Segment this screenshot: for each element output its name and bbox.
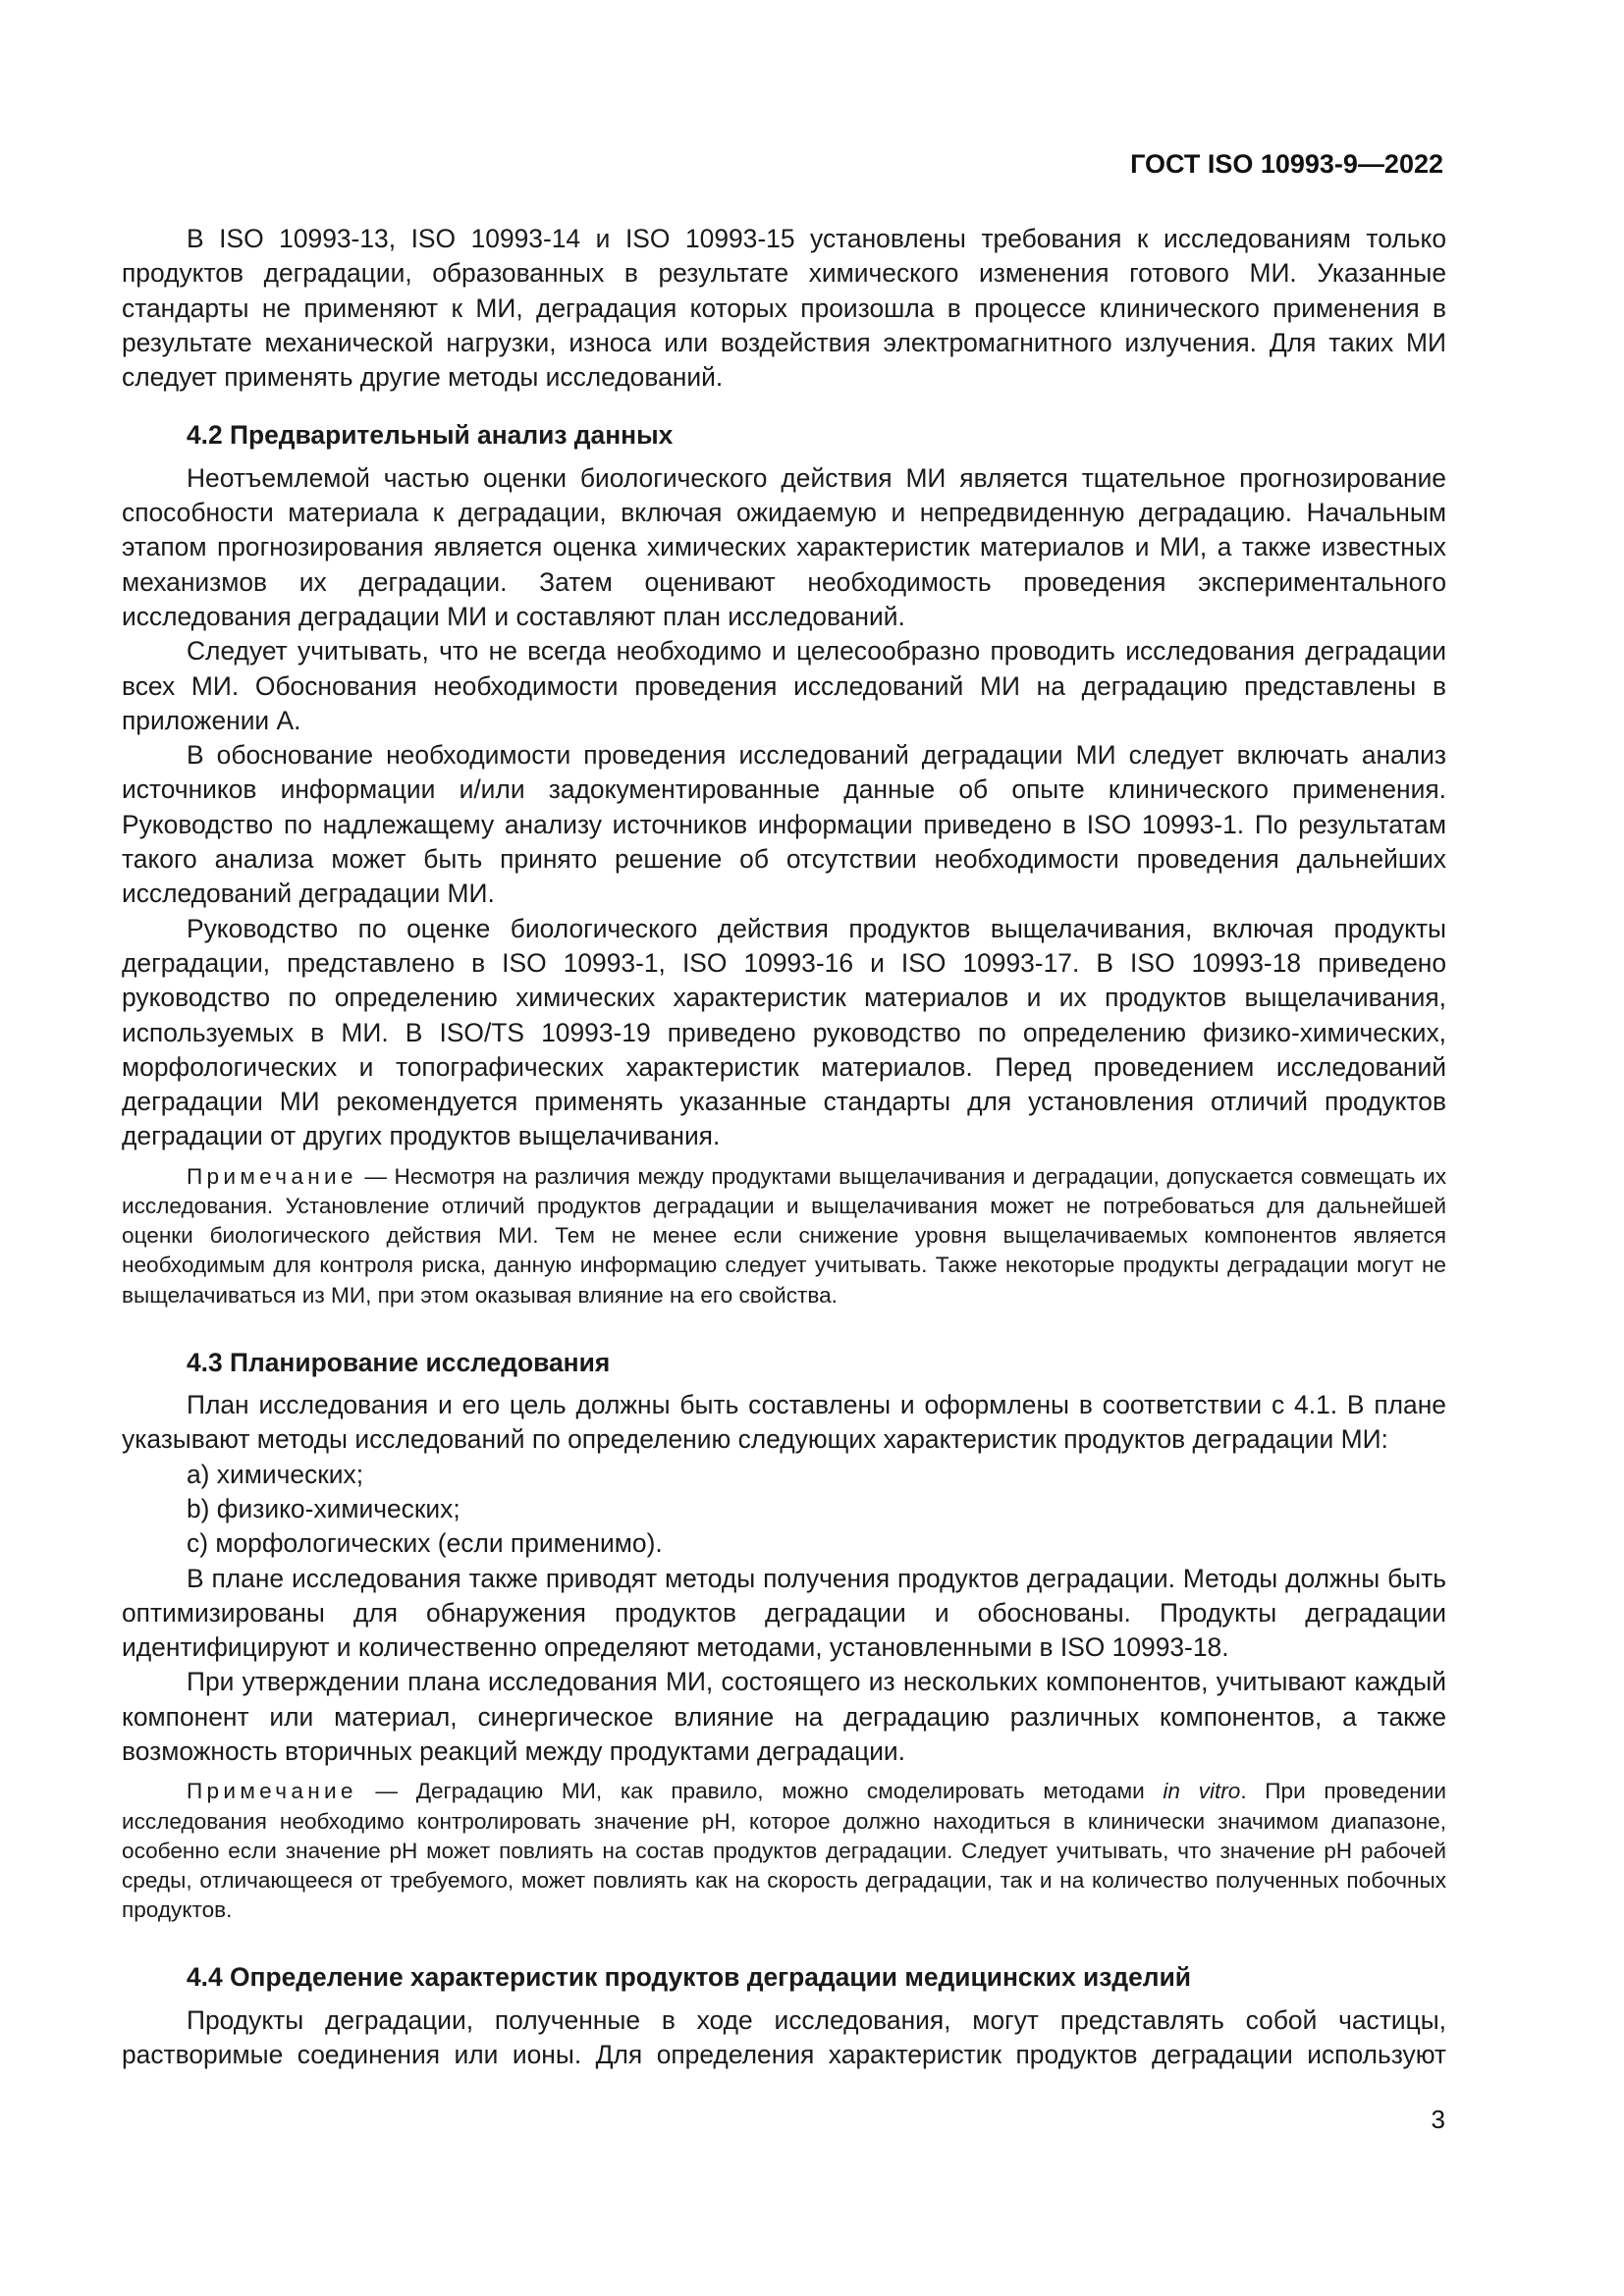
list-item: b) физико-химических; (187, 1493, 460, 1523)
section-4-2-paragraph-3: В обоснование необходимости проведения исследований деградации МИ следует включать анализ источников информации и/или задокументированные данные об опыте клинического применения. Руководство по надлежащему анализу источников информации приведено в ISO 10993-1. По результатам такого анализа может быть принято решение об отсутствии необходимости проведения дальнейших исследований деградации МИ. (122, 740, 1446, 909)
page-number: 3 (1431, 2105, 1445, 2134)
note-label: Примечание (187, 1779, 357, 1804)
section-4-3-paragraph-3: При утверждении плана исследования МИ, состоящего из нескольких компонентов, учитывают каждый компонент или материал, синергическое влияние на деградацию различных компонентов, а также возможность вторичных реакций между продуктами деградации. (122, 1667, 1446, 1766)
section-4-2-paragraph-2: Следует учитывать, что не всегда необходимо и целесообразно проводить исследования деградации всех МИ. Обоснования необходимости проведения исследований МИ на деградацию представлены в приложении А. (122, 636, 1446, 735)
section-4-3-paragraph-1: План исследования и его цель должны быть составлены и оформлены в соответствии с 4.1. В плане указывают методы исследований по определению следующих характеристик продуктов деградации МИ: (122, 1390, 1446, 1455)
intro-paragraph: В ISO 10993-13, ISO 10993-14 и ISO 10993-15 установлены требования к исследованиям только продуктов деградации, образованных в результате химического изменения готового МИ. Указанные стандарты не применяют к МИ, деградация которых произошла в процессе клинического применения в результате механической нагрузки, износа или воздействия электромагнитного излучения. Для таких МИ следует применять другие методы исследований. (122, 224, 1446, 393)
section-4-2-note (122, 1162, 1446, 1310)
section-heading-4-3: 4.3 Планирование исследования (187, 1347, 611, 1377)
note-label: Примечание (187, 1163, 357, 1189)
section-heading-4-2: 4.2 Предварительный анализ данных (187, 420, 674, 451)
section-heading-4-4: 4.4 Определение характеристик продуктов деградации медицинских изделий (187, 1962, 1192, 1993)
note-text: Несмотря на различия между продуктами выщелачивания и деградации, допускается совмещать их исследования. Установление отличий продуктов деградации и выщелачивания может не потребоваться для дальнейшей оценки биологического действия МИ. Тем не менее если снижение уровня выщелачиваемых компонентов является необходимым для контроля риска, данную информацию следует учитывать. Также некоторые продукты деградации могут не выщелачиваться из МИ, при этом оказывая влияние на его свойства. (122, 1163, 1446, 1308)
note-dash: — (356, 1163, 395, 1189)
note-text: Деградацию МИ, как правило, можно смоделировать методами (415, 1779, 1164, 1804)
list-item: a) химических; (187, 1459, 364, 1489)
note-dash: — (356, 1779, 416, 1804)
section-4-3-paragraph-2: В плане исследования также приводят методы получения продуктов деградации. Методы должны быть оптимизированы для обнаружения продуктов деградации и обоснованы. Продукты деградации идентифицируют и количественно определяют методами, установленными в ISO 10993-18. (122, 1563, 1446, 1663)
characteristics-list (122, 1458, 1446, 1562)
section-4-3-note (122, 1777, 1446, 1925)
document-body (122, 222, 1446, 2072)
list-item: c) морфологических (если применимо). (187, 1528, 663, 1559)
section-4-4-paragraph-1: Продукты деградации, полученные в ходе исследования, могут представлять собой частицы, растворимые соединения или ионы. Для определения характеристик продуктов деградации используют (122, 2004, 1446, 2069)
section-4-2-paragraph-1: Неотъемлемой частью оценки биологического действия МИ является тщательное прогнозирование способности материала к деградации, включая ожидаемую и непредвиденную деградацию. Начальным этапом прогнозирования является оценка химических характеристик материалов и МИ, а также известных механизмов их деградации. Затем оценивают необходимость проведения экспериментального исследования деградации МИ и составляют план исследований. (122, 462, 1446, 631)
section-4-2-paragraph-4: Руководство по оценке биологического действия продуктов выщелачивания, включая продукты деградации, представлено в ISO 10993-1, ISO 10993-16 и ISO 10993-17. В ISO 10993-18 приведено руководство по определению химических характеристик материалов и их продуктов выщелачивания, используемых в МИ. В ISO/TS 10993-19 приведено руководство по определению физико-химических, морфологических и топографических характеристик материалов. Перед проведением исследований деградации МИ рекомендуется применять указанные стандарты для установления отличий продуктов деградации от других продуктов выщелачивания. (122, 913, 1446, 1151)
note-text: . При проведении исследования необходимо контролировать значение pH, которое должно находиться в клинически значимом диапазоне, особенно если значение pH может повлиять на состав продуктов деградации. Следует учитывать, что значение pH рабочей среды, отличающееся от требуемого, может повлиять как на скорость деградации, так и на количество полученных побочных продуктов. (122, 1779, 1447, 1923)
note-text-italic: in vitro (1163, 1779, 1241, 1804)
document-header: ГОСТ ISO 10993-9—2022 (1130, 149, 1443, 179)
